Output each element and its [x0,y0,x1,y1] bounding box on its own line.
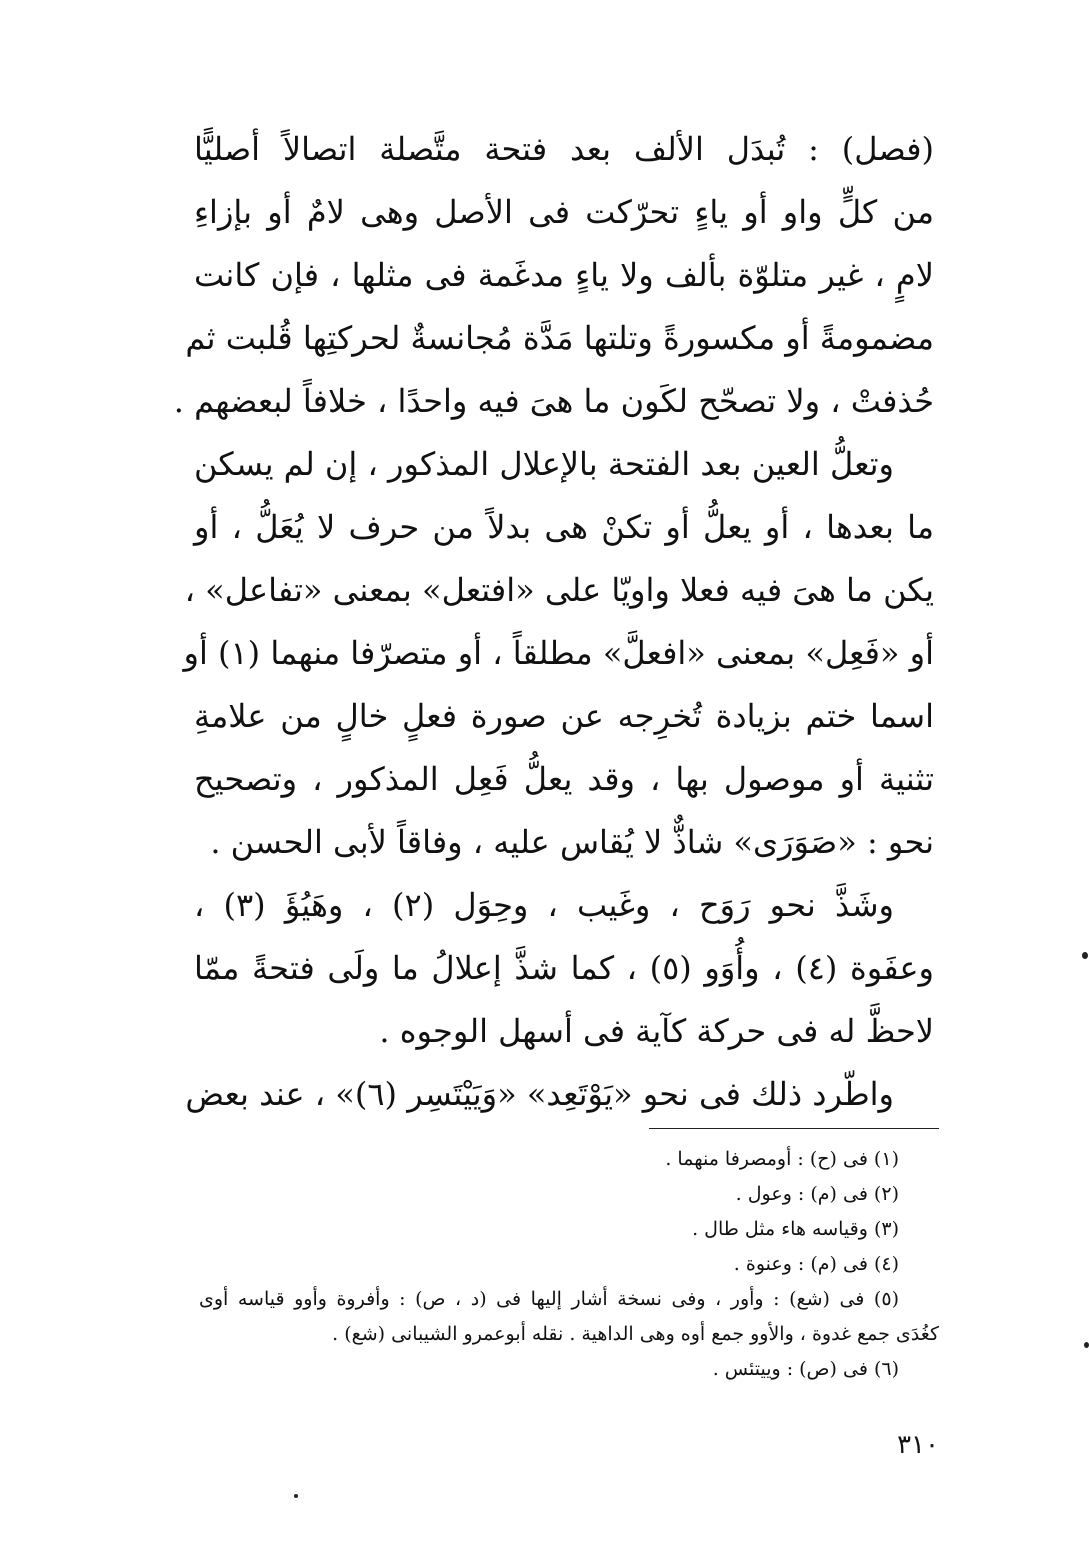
text-line: (فصل) : تُبدَل الألف بعد فتحة متَّصلة اتصالاً أصليًّا [194,130,934,168]
scan-speck [1084,1342,1089,1348]
text-line: واطّرد ذلك فى نحو «يَوْتَعِد» «وَيَيْتَسِر (٦)» ، عند بعض [185,1075,894,1113]
text-line: يكن ما هىَ فيه فعلا واويّا على «افتعل» بمعنى «تفاعل» ، [184,571,934,609]
scan-speck [294,1494,298,1498]
text-line: اسما ختم بزيادة تُخرِجه عن صورة فعلٍ خالٍ من علامةِ [194,697,935,735]
text-line: لاحظَّ له فى حركة كآية فى أسهل الوجوه . [379,1012,934,1050]
footnote: (٣) وقياسه هاء مثل طال . [692,1218,899,1240]
scan-speck [1082,952,1088,959]
main-text [173,118,935,1126]
footnote: (٦) فى (ص) : وييتئس . [712,1358,899,1380]
text-line: مضمومةً أو مكسورةً وتلتها مَدَّة مُجانسةٌ لحركتِها قُلبت ثم [185,319,934,357]
text-line: تثنية أو موصول بها ، وقد يعلُّ فَعِل المذكور ، وتصحيح [194,760,934,798]
page-number: ٣١٠ [897,1430,939,1460]
footnote: (٥) فى (شع) : وأور ، وفى نسخة أشار إليها فى (د ، ص) : وأفروة وأوو قياسه أوى [199,1288,899,1310]
footnote-divider [649,1128,939,1129]
text-line: لامٍ ، غير متلوّة بألف ولا ياءٍ مدغَمة فى مثلها ، فإن كانت [194,256,934,294]
text-line: من كلٍّ واو أو ياءٍ تحرّكت فى الأصل وهى لامٌ أو بإزاءِ [194,193,935,231]
text-line: أو «فَعِل» بمعنى «افعلَّ» مطلقاً ، أو متصرّفا منهما (١) أو [183,634,934,672]
text-line: حُذفتْ ، ولا تصحّح لكَون ما هىَ فيه واحدًا ، خلافاً لبعضهم . [173,382,934,420]
footnote: (٤) فى (م) : وعنوة . [733,1253,899,1275]
footnote: (٢) فى (م) : وعول . [735,1183,899,1205]
text-line: وتعلُّ العين بعد الفتحة بالإعلال المذكور ، إن لم يسكن [194,445,894,483]
text-line: ما بعدها ، أو يعلُّ أو تكنْ هى بدلاً من حرف لا يُعَلُّ ، أو [194,508,934,546]
footnote: (١) فى (ح) : أومصرفا منهما . [665,1148,899,1170]
footnotes [199,1142,939,1387]
text-line: وشَذَّ نحو رَوَح ، وغَيب ، وحِوَل (٢) ، وهَيُؤَ (٣) ، [194,886,895,924]
footnote-continuation: كغُدَى جمع غدوة ، والأوو جمع أوه وهى الداهية . نقله أبوعمرو الشيبانى (شع) . [332,1323,939,1345]
text-line: وعفَوة (٤) ، وأُوَو (٥) ، كما شذَّ إعلالُ ما ولَى فتحةً ممّا [194,949,935,987]
text-line: نحو : «صَوَرَى» شاذٌّ لا يُقاس عليه ، وفاقاً لأبى الحسن . [210,823,934,861]
